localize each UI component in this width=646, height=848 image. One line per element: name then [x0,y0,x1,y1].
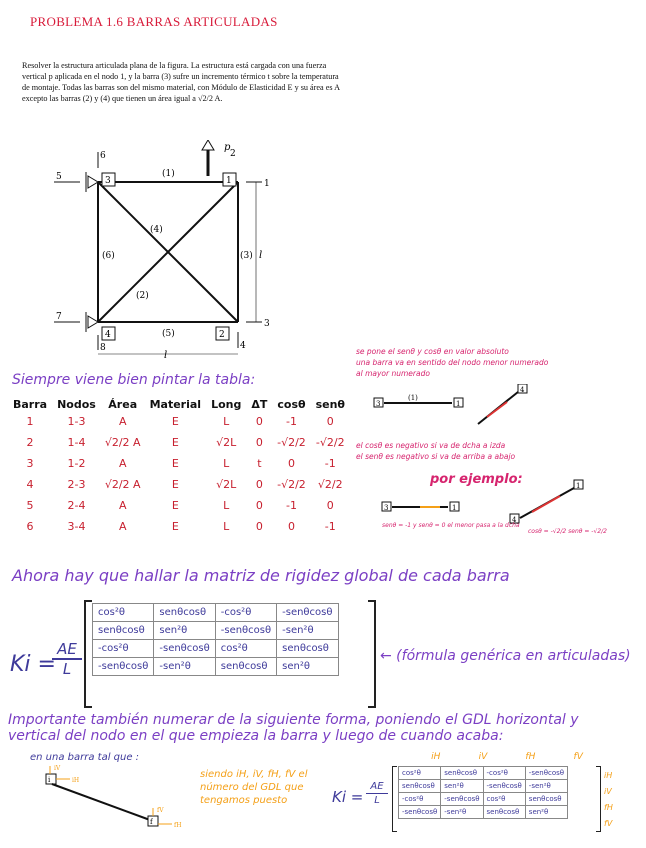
svg-text:iH: iH [72,777,80,784]
example-bar-1 [372,384,542,434]
bar-label: (4) [150,225,163,235]
note-line: se pone el senθ y cosθ en valor absoluto [356,347,509,356]
bar-label: (2) [136,291,149,301]
table-row: 6 3-4 A E L 0 0 -1 [26,520,336,533]
dof-label: 3 [264,319,270,329]
intro-line: excepto las barras (2) y (4) que tienen un área igual a √2/2 A. [22,94,223,103]
ki-label-small: Ki = [332,788,364,806]
bracket-right [368,600,376,708]
gdl-note: siendo iH, iV, fH, fV el número del GDL que tengamos puesto [200,769,308,806]
table-row: 4 2-3 √2/2 A E √2L 0 -√2/2 √2/2 [26,478,343,491]
truss-figure [40,140,300,360]
intro-line: de montaje. Todas las barras son del mismo material, con Módulo de Elasticidad E y su área es A [22,83,341,92]
col-header: Barra [13,398,48,411]
dof-label: 5 [56,172,62,182]
note-line: el cosθ es negativo si va de dcha a izda [356,441,506,450]
node-label: 1 [226,176,232,186]
col-header: Long [211,398,242,411]
svg-text:3: 3 [376,400,381,408]
bar-label: (1) [162,169,175,179]
formula-note: ← (fórmula genérica en articuladas) [380,648,631,664]
col-header: Nodos [57,398,96,411]
col-header: ΔT [251,398,268,411]
table-row: 3 1-2 A E L t 0 -1 [26,457,336,470]
load-label: p [224,142,231,153]
table-header [8,398,350,411]
bars-table [8,398,350,537]
table-row: 2 1-4 √2/2 A E √2L 0 -√2/2 -√2/2 [26,436,345,449]
bracket-right-small [596,766,601,832]
dof-label: 7 [56,312,62,322]
svg-text:1: 1 [576,482,581,490]
node-label: 3 [105,176,111,186]
node-label: 4 [105,330,111,340]
svg-text:(1): (1) [408,394,418,402]
svg-text:fV: fV [157,807,164,814]
dof-label: 6 [100,151,106,161]
stiffness-matrix: cos²θ senθcosθ -cos²θ -senθcosθ senθcosθ sen²θ -senθcosθ -sen²θ -cos²θ -senθcosθ cos²θ senθcosθ -senθcosθ -sen²θ senθcosθ sen²θ [92,603,339,676]
rigidez-heading: Ahora hay que hallar la matriz de rigidez global de cada barra [12,566,510,585]
svg-text:4: 4 [512,516,517,524]
col-header: Área [108,398,138,411]
numerar-note: Importante también numerar de la siguiente forma, poniendo el GDL horizontal y vertical del nodo en el que empieza la barra y luego de cuando acaba: [8,712,579,744]
stiffness-matrix-small: cos²θ senθcosθ -cos²θ -senθcosθ senθcosθ sen²θ -senθcosθ -sen²θ -cos²θ -senθcosθ cos²θ senθcosθ -senθcosθ -sen²θ senθcosθ sen²θ [398,766,568,819]
note-line: una barra va en sentido del nodo menor numerado [356,358,549,367]
bar-label: (6) [102,251,115,261]
note-line: al mayor numerado [356,369,430,378]
dim-label: l [164,350,168,360]
dim-label: l [259,250,263,261]
en-barra-label: en una barra tal que : [30,752,140,763]
ki-label: Ki = [10,652,56,677]
bracket-left-small [392,766,397,832]
col-header: senθ [315,398,345,411]
svg-text:fH: fH [174,822,182,829]
svg-text:3: 3 [384,504,389,512]
svg-text:i: i [48,776,51,784]
intro-line: Resolver la estructura articulada plana de la figura. La estructura está cargada con una fuerza [22,61,327,70]
dof-label: 2 [230,149,236,159]
dof-label: 4 [240,341,246,351]
intro-line: vertical p aplicada en el nodo 1, y la barra (3) sufre un incremento térmico t sobre la temperatura [22,72,339,81]
dof-label: 1 [264,179,270,189]
right-notes [356,346,626,379]
table-row: 1 1-3 A E L 0 -1 0 [26,415,334,428]
right-notes-2 [356,440,626,462]
ae-over-l-small: AE L [366,780,388,807]
problem-statement [22,60,352,104]
note-line: el senθ es negativo si va de arriba a abajo [356,452,516,461]
svg-text:1: 1 [456,400,461,408]
col-header: Material [149,398,202,411]
svg-text:4: 4 [520,386,525,394]
gdl-row-labels: iH iV fH fV [604,771,613,828]
example-gdl-bar [30,764,190,836]
svg-text:f: f [150,818,153,826]
svg-text:1: 1 [452,504,457,512]
col-header: cosθ [277,398,306,411]
ae-over-l: AE L [52,640,82,678]
dof-label: 8 [100,343,106,353]
svg-text:iV: iV [54,765,61,772]
page-title: PROBLEMA 1.6 BARRAS ARTICULADAS [30,14,278,29]
note-pintar: Siempre viene bien pintar la tabla: [12,372,256,388]
example-note: senθ = -1 y senθ = 0 el menor pasa a la dcha [382,522,520,529]
bracket-left [84,600,92,708]
support-bottom [88,316,98,328]
support-top [88,176,98,188]
node-label: 2 [219,330,225,340]
table-row: 5 2-4 A E L 0 -1 0 [26,499,334,512]
example-note: cosθ = -√2/2 senθ = -√2/2 [528,528,607,535]
ejemplo-label: por ejemplo: [430,472,523,487]
bar-label: (5) [162,329,175,339]
bar-label: (3) [240,251,253,261]
gdl-col-labels: iH iV fH fV [431,752,583,762]
